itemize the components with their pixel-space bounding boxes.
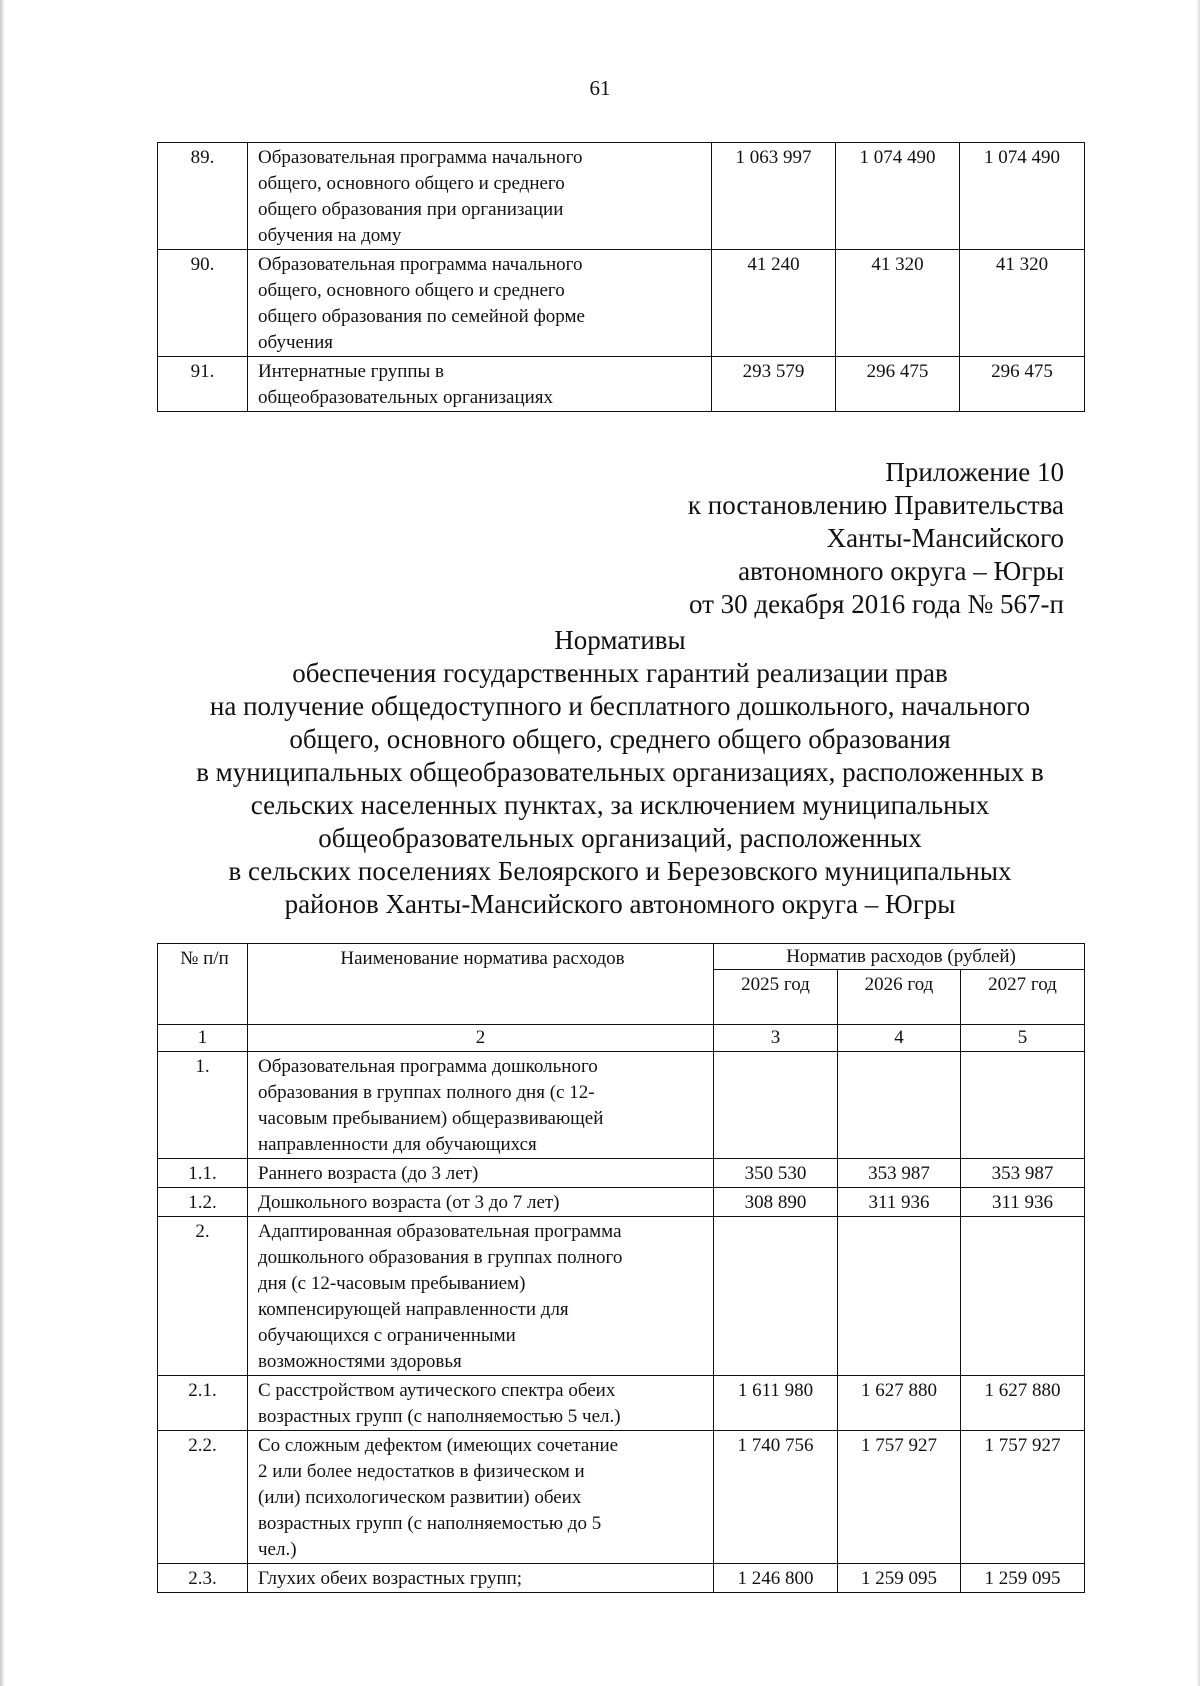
row-name: Со сложным дефектом (имеющих сочетание 2 или более недостатков в физическом и (или) психологическом развитии) обеих возрастных групп (с наполняемостью до 5 чел.) [248, 1431, 714, 1564]
row-name: С расстройством аутического спектра обеих возрастных групп (с наполняемостью 5 чел.) [248, 1376, 714, 1431]
heading-line: общего, основного общего, среднего общего образования [289, 724, 951, 754]
value-2026 [838, 1052, 961, 1159]
value-2025: 293 579 [712, 357, 836, 412]
table-row [158, 1564, 1085, 1593]
value-2026: 311 936 [838, 1188, 961, 1217]
value-2026: 353 987 [838, 1159, 961, 1188]
value-2025: 1 246 800 [714, 1564, 838, 1593]
value-2026 [838, 1217, 961, 1376]
table-row [158, 1159, 1085, 1188]
table-row [158, 143, 1085, 250]
header-year-2026: 2026 год [838, 970, 961, 1025]
table-row [158, 1052, 1085, 1159]
appendix-line: автономного округа – Югры [738, 556, 1064, 586]
table-header-row [158, 944, 1085, 970]
value-2025 [714, 1052, 838, 1159]
value-2027: 1 627 880 [961, 1376, 1085, 1431]
value-2025 [714, 1217, 838, 1376]
row-name: Глухих обеих возрастных групп; [248, 1564, 714, 1593]
value-2027: 1 074 490 [960, 143, 1085, 250]
heading-line: общеобразовательных организаций, расположенных [318, 823, 922, 853]
value-2026: 1 259 095 [838, 1564, 961, 1593]
table-row [158, 1217, 1085, 1376]
index-cell: 5 [961, 1025, 1085, 1052]
row-number: 2.3. [158, 1564, 248, 1593]
table-index-row [158, 1025, 1085, 1052]
value-2025: 1 740 756 [714, 1431, 838, 1564]
index-cell: 2 [248, 1025, 714, 1052]
value-2027 [961, 1052, 1085, 1159]
header-name: Наименование норматива расходов [248, 944, 714, 1025]
index-cell: 4 [838, 1025, 961, 1052]
row-name: Образовательная программа начального общего, основного общего и среднего общего образования при организации обучения на дому [248, 143, 712, 250]
page-number: 61 [589, 76, 611, 100]
norms-table [157, 943, 1085, 1593]
header-num: № п/п [158, 944, 248, 1025]
value-2025: 308 890 [714, 1188, 838, 1217]
table-row [158, 1376, 1085, 1431]
document-heading [150, 624, 1090, 921]
value-2025: 350 530 [714, 1159, 838, 1188]
heading-line: сельских населенных пунктах, за исключением муниципальных [250, 790, 990, 820]
row-name: Адаптированная образовательная программа дошкольного образования в группах полного дня (с 12-часовым пребыванием) компенсирующей направленности для обучающихся с ограниченными возможностями здоровья [248, 1217, 714, 1376]
value-2026: 1 627 880 [838, 1376, 961, 1431]
value-2026: 41 320 [836, 250, 960, 357]
table-row [158, 1431, 1085, 1564]
row-number: 2. [158, 1217, 248, 1376]
row-number: 2.1. [158, 1376, 248, 1431]
row-number: 2.2. [158, 1431, 248, 1564]
value-2026: 1 074 490 [836, 143, 960, 250]
table-row [158, 250, 1085, 357]
value-2027: 1 757 927 [961, 1431, 1085, 1564]
header-year-2027: 2027 год [961, 970, 1085, 1025]
appendix-line: к постановлению Правительства [687, 490, 1064, 520]
heading-line: в сельских поселениях Белоярского и Березовского муниципальных [228, 856, 1012, 886]
value-2027: 1 259 095 [961, 1564, 1085, 1593]
row-name: Образовательная программа начального общего, основного общего и среднего общего образования по семейной форме обучения [248, 250, 712, 357]
appendix-block [688, 456, 1064, 621]
value-2025: 1 611 980 [714, 1376, 838, 1431]
value-2025: 1 063 997 [712, 143, 836, 250]
table-row [158, 357, 1085, 412]
appendix-line: Ханты-Мансийского [826, 523, 1064, 553]
header-year-2025: 2025 год [714, 970, 838, 1025]
heading-title: Нормативы [554, 625, 686, 655]
appendix-line: от 30 декабря 2016 года № 567-п [688, 589, 1064, 619]
index-cell: 1 [158, 1025, 248, 1052]
value-2027 [961, 1217, 1085, 1376]
row-name: Образовательная программа дошкольного образования в группах полного дня (с 12- часовым пребыванием) общеразвивающей направленности для обучающихся [248, 1052, 714, 1159]
row-name: Интернатные группы в общеобразовательных организациях [248, 357, 712, 412]
scan-edge-right [1196, 0, 1200, 1686]
value-2027: 311 936 [961, 1188, 1085, 1217]
value-2025: 41 240 [712, 250, 836, 357]
row-number: 1. [158, 1052, 248, 1159]
row-number: 91. [158, 357, 248, 412]
row-number: 1.2. [158, 1188, 248, 1217]
row-name: Раннего возраста (до 3 лет) [248, 1159, 714, 1188]
row-number: 89. [158, 143, 248, 250]
row-number: 90. [158, 250, 248, 357]
heading-line: на получение общедоступного и бесплатного дошкольного, начального [209, 691, 1031, 721]
value-2026: 1 757 927 [838, 1431, 961, 1564]
value-2027: 41 320 [960, 250, 1085, 357]
heading-line: обеспечения государственных гарантий реализации прав [292, 658, 948, 688]
value-2026: 296 475 [836, 357, 960, 412]
heading-line: в муниципальных общеобразовательных организациях, расположенных в [196, 757, 1044, 787]
heading-line: районов Ханты-Мансийского автономного округа – Югры [284, 889, 956, 919]
row-number: 1.1. [158, 1159, 248, 1188]
value-2027: 353 987 [961, 1159, 1085, 1188]
scan-edge-left [0, 0, 5, 1686]
appendix-line: Приложение 10 [885, 457, 1064, 487]
row-name: Дошкольного возраста (от 3 до 7 лет) [248, 1188, 714, 1217]
continued-table [157, 142, 1085, 412]
value-2027: 296 475 [960, 357, 1085, 412]
table-row [158, 1188, 1085, 1217]
header-norm: Норматив расходов (рублей) [714, 944, 1085, 970]
index-cell: 3 [714, 1025, 838, 1052]
